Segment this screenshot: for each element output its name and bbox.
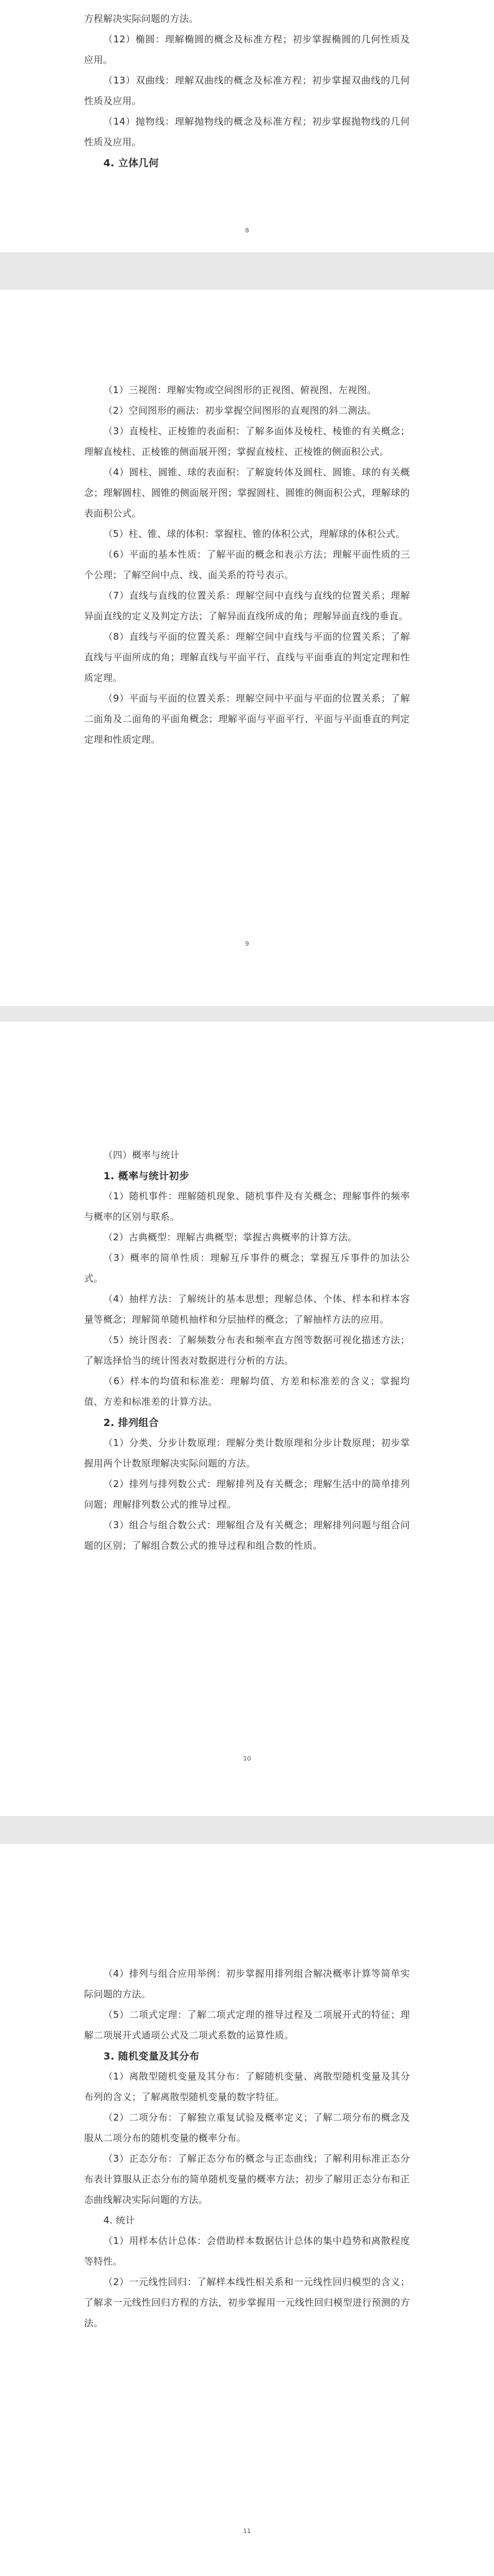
page-10 xyxy=(0,1022,494,1816)
paragraph: （2）二项分布：了解独立重复试验及概率定义；了解二项分布的概念及服从二项分布的随机变量的概率分布。 xyxy=(84,2112,410,2144)
section-heading: 2. 排列组合 xyxy=(103,1417,159,1428)
paragraph: （1）离散型随机变量及其分布：了解随机变量、离散型随机变量及其分布列的含义；了解离散型随机变量的数字特征。 xyxy=(84,2071,410,2103)
page-content xyxy=(84,9,410,173)
section-heading: 1. 概率与统计初步 xyxy=(103,1170,189,1182)
chapter-heading: （四）概率与统计 xyxy=(103,1149,180,1161)
page-9 xyxy=(0,290,494,1006)
paragraph: （6）样本的均值和标准差：理解均值、方差和标准差的含义；掌握均值、方差和标准差的计算方法。 xyxy=(84,1376,410,1407)
paragraph: （6）平面的基本性质：了解平面的概念和表示方法；理解平面性质的三个公理；了解空间中点、线、面关系的符号表示。 xyxy=(84,549,410,581)
page-number: 9 xyxy=(245,941,249,948)
section-heading: 4. 立体几何 xyxy=(103,157,159,169)
paragraph: （5）柱、锥、球的体积：掌握柱、锥的体积公式，理解球的体积公式。 xyxy=(103,528,406,539)
page-content xyxy=(84,1964,410,2334)
paragraph: （2）空间图形的画法：初步掌握空间图形的直观图的斜二测法。 xyxy=(103,405,377,416)
paragraph: （1）三视图：理解实物或空间图形的正视图、俯视图、左视图。 xyxy=(103,384,377,396)
paragraph: （8）直线与平面的位置关系：理解空间中直线与平面的位置关系；了解直线与平面所成的角；理解直线与平面平行、直线与平面垂直的判定定理和性质定理。 xyxy=(84,631,410,683)
paragraph: （1）随机事件：理解随机现象、随机事件及有关概念；理解事件的频率与概率的区别与联系。 xyxy=(84,1191,410,1222)
paragraph: （5）统计图表：了解频数分布表和频率直方图等数据可视化描述方法；了解选择恰当的统计图表对数据进行分析的方法。 xyxy=(84,1334,410,1366)
page-content xyxy=(84,380,410,750)
section-heading: 3. 随机变量及其分布 xyxy=(103,2050,200,2062)
paragraph: （5）二项式定理：了解二项式定理的推导过程及二项展开式的特征；理解二项展开式通项公式及二项式系数的运算性质。 xyxy=(84,2009,410,2041)
paragraph: （4）抽样方法：了解统计的基本思想；理解总体、个体、样本和样本容量等概念；理解简单随机抽样和分层抽样的概念；了解抽样方法的应用。 xyxy=(84,1293,410,1325)
paragraph: （4）排列与组合应用举例：初步掌握用排列组合解决概率计算等简单实际问题的方法。 xyxy=(84,1968,410,2000)
paragraph: （3）组合与组合数公式：理解组合及有关概念；理解排列问题与组合问题的区别；了解组合数公式的推导过程和组合数的性质。 xyxy=(84,1519,410,1551)
page-content xyxy=(84,1145,410,1556)
page-number: 11 xyxy=(243,2528,251,2535)
paragraph: （2）古典概型：理解古典概型；掌握古典概率的计算方法。 xyxy=(103,1232,358,1243)
paragraph: （3）直棱柱、正棱锥的表面积：了解多面体及棱柱、棱锥的有关概念；理解直棱柱、正棱锥的侧面展开图；掌握直棱柱、正棱锥的侧面积公式。 xyxy=(84,425,410,457)
paragraph: （3）正态分布：了解正态分布的概念与正态曲线；了解利用标准正态分布表计算服从正态分布的简单随机变量的概率方法；初步了解用正态分布和正态曲线解决实际问题的方法。 xyxy=(84,2153,410,2205)
paragraph: （7）直线与直线的位置关系：理解空间中直线与直线的位置关系；理解异面直线的定义及判定方法；了解异面直线所成的角；理解异面直线的垂直。 xyxy=(84,590,410,622)
paragraph: （1）分类、分步计数原理：理解分类计数原理和分步计数原理；初步掌握用两个计数原理解决实际问题的方法。 xyxy=(84,1437,410,1469)
paragraph: （2）一元线性回归：了解样本线性相关系和一元线性回归模型的含义；了解求一元线性回归方程的方法，初步掌握用一元线性回归模型进行预测的方法。 xyxy=(84,2276,410,2329)
paragraph: （1）用样本估计总体：会借助样本数据估计总体的集中趋势和离散程度等特性。 xyxy=(84,2235,410,2267)
paragraph: （2）排列与排列数公式：理解排列及有关概念；理解生活中的简单排列问题；理解排列数公式的推导过程。 xyxy=(84,1478,410,1510)
paragraph: （14）抛物线：理解抛物线的概念及标准方程；初步掌握抛物线的几何性质及应用。 xyxy=(84,116,410,148)
paragraph: （13）双曲线：理解双曲线的概念及标准方程；初步掌握双曲线的几何性质及应用。 xyxy=(84,75,410,107)
paragraph: 方程解决实际问题的方法。 xyxy=(84,13,199,24)
subsection-heading: 4. 统计 xyxy=(103,2215,135,2226)
paragraph: （4）圆柱、圆锥、球的表面积：了解旋转体及圆柱、圆锥、球的有关概念；理解圆柱、圆锥的侧面展开图；掌握圆柱、圆锥的侧面积公式，理解球的表面积公式。 xyxy=(84,467,410,519)
paragraph: （12）椭圆：理解椭圆的概念及标准方程；初步掌握椭圆的几何性质及应用。 xyxy=(84,34,410,65)
paragraph: （3）概率的简单性质：理解互斥事件的概念；掌握互斥事件的加法公式。 xyxy=(84,1252,410,1284)
page-11 xyxy=(0,1844,494,2576)
page-8 xyxy=(0,0,494,252)
page-number: 10 xyxy=(243,1756,251,1762)
paragraph: （9）平面与平面的位置关系：理解空间中平面与平面的位置关系；了解二面角及二面角的平面角概念；理解平面与平面平行、平面与平面垂直的判定定理和性质定理。 xyxy=(84,693,410,745)
page-number: 8 xyxy=(245,227,249,234)
